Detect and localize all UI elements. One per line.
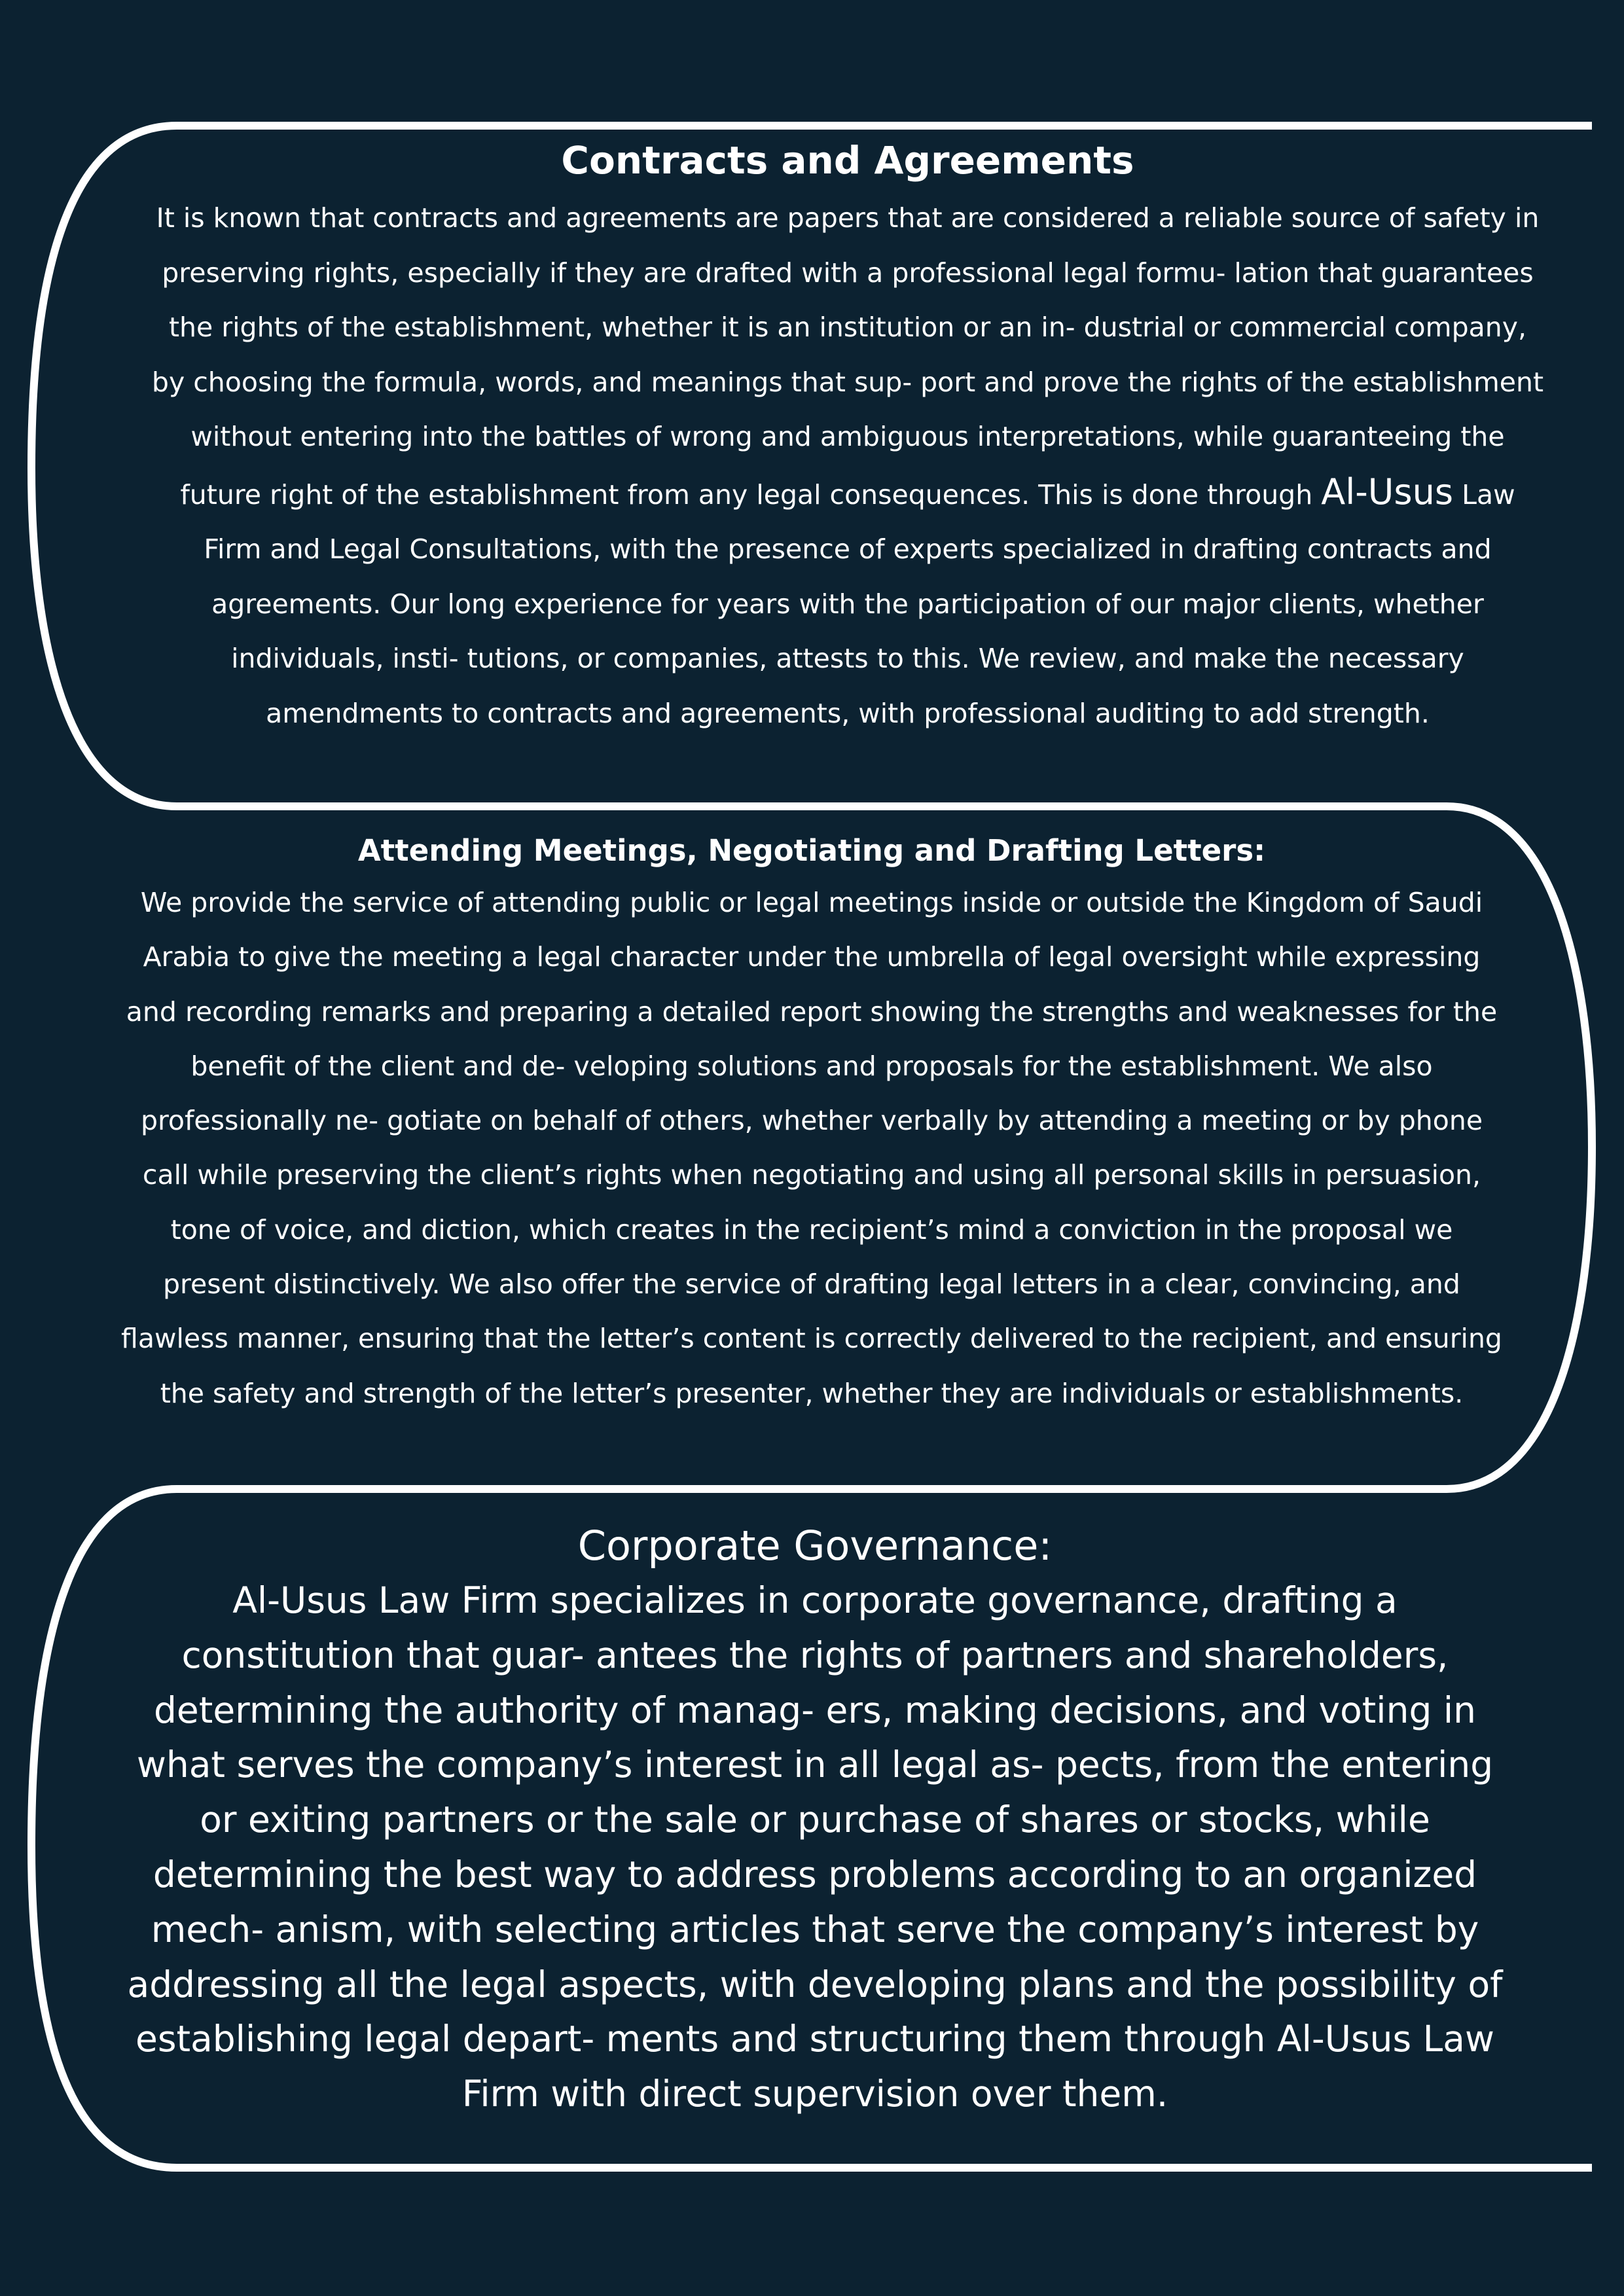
meetings-body: We provide the service of attending public or legal meetings inside or outside the Kingdom of Saudi Arabia to give the meeting a legal character under the umbrella of legal oversight while expressing and recording remarks and preparing a detailed report showing the strengths and weaknesses for the benefit of the client and de- veloping solutions and proposals for the establishment. We also professionally ne- gotiate on behalf of others, whether verbally by attending a meeting or by phone call while preserving the client’s rights when negotiating and using all personal skills in persuasion, tone of voice, and diction, which creates in the recipient’s mind a conviction in the proposal we present distinctively. We also offer the service of drafting legal letters in a clear, convincing, and flawless manner, ensuring that the letter’s content is correctly delivered to the recipient, and ensuring the safety and strength of the letter’s presenter, whether they are individuals or establishments. <box>121 887 1502 1409</box>
governance-section <box>124 1517 1506 2122</box>
contracts-body-part-2: Law Firm and Legal Consultations, with the presence of experts specialized in drafting contracts and agreements. Our long experience for years with the participation of our major clients, whether individuals, insti- tutions, or companies, attests to this. We review, and make the necessary amendments to contracts and agreements, with professional auditing to add strength. <box>204 478 1515 729</box>
contracts-body <box>151 191 1545 741</box>
contracts-title: Contracts and Agreements <box>561 138 1134 183</box>
meetings-title: Attending Meetings, Negotiating and Drafting Letters: <box>357 833 1266 868</box>
governance-body: Al-Usus Law Firm specializes in corporate governance, drafting a constitution that guar- antees the rights of partners and shareholders, determining the authority of manag- ers, making decisions, and voting in what serves the company’s interest in all legal as- pects, from the entering or exiting partners or the sale or purchase of shares or stocks, while determining the best way to address problems according to an organized mech- anism, with selecting articles that serve the company’s interest by addressing all the legal aspects, with developing plans and the possibility of establishing legal depart- ments and structuring them through Al-Usus Law Firm with direct supervision over them. <box>127 1579 1503 2115</box>
contracts-body-part-1: It is known that contracts and agreements are papers that are considered a reliable source of safety in preserving rights, especially if they are drafted with a professional legal formu- lation that guarantees the rights of the establishment, whether it is an institution or an in- dustrial or commercial company, by choosing the formula, words, and meanings that sup- port and prove the rights of the establishment without entering into the battles of wrong and ambiguous interpretations, while guaranteeing the future right of the establishment from any legal consequences. This is done through <box>151 202 1544 511</box>
meetings-section <box>118 826 1506 1421</box>
governance-title: Corporate Governance: <box>577 1522 1053 1570</box>
contracts-section <box>151 131 1545 741</box>
brand-name-inline: Al-Usus <box>1321 471 1454 512</box>
